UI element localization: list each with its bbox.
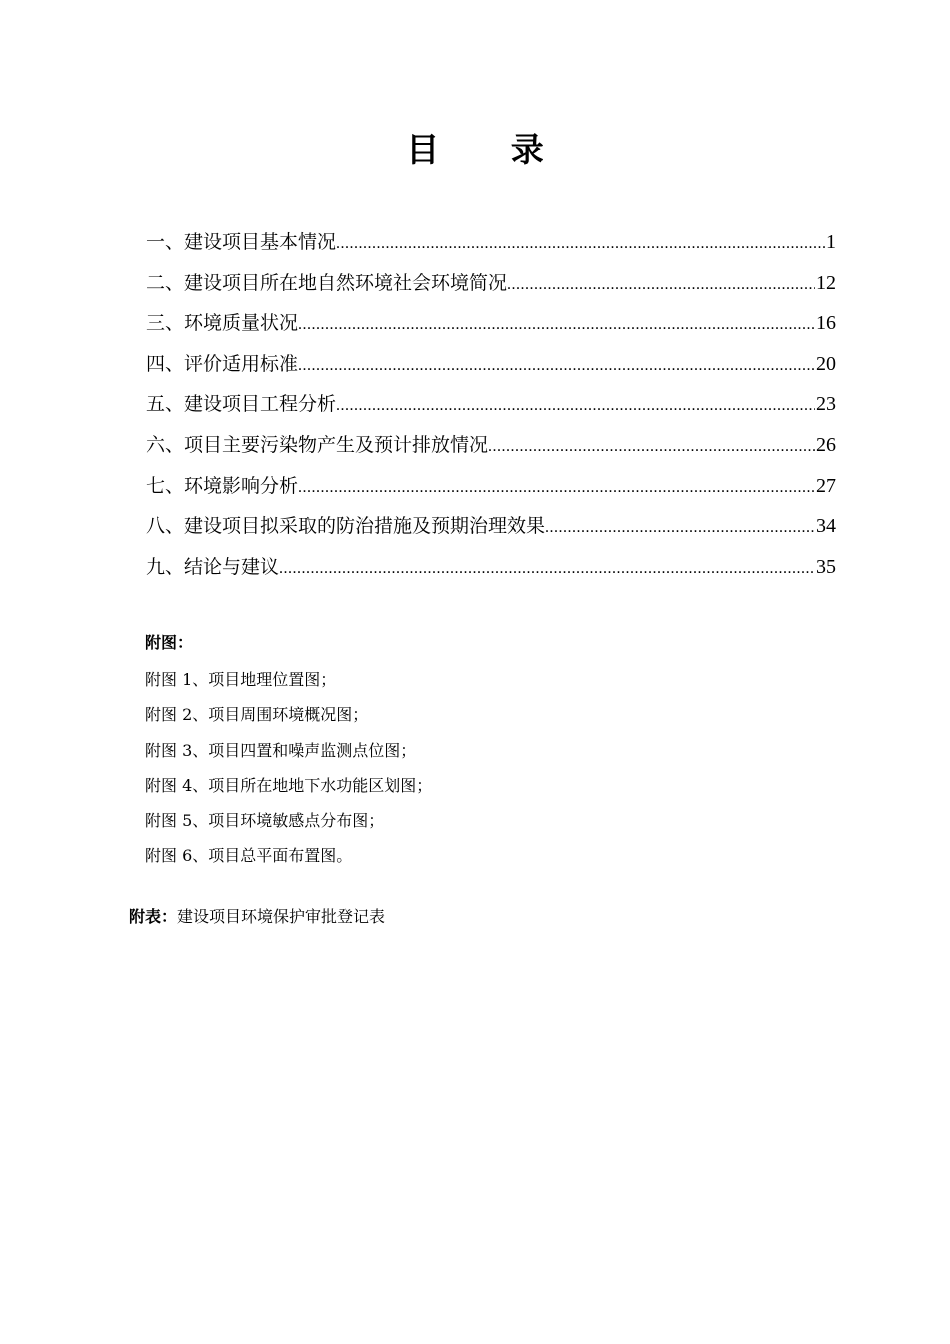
- toc-entry-8[interactable]: [146, 506, 836, 547]
- toc-dot-leader: [298, 305, 815, 345]
- toc-entry-5[interactable]: [146, 384, 836, 425]
- toc-dot-leader: [336, 224, 825, 264]
- toc-entry-label: 三、环境质量状况: [146, 312, 299, 335]
- toc-entry-label: 四、评价适用标准: [146, 352, 299, 375]
- toc-page-number: 20: [816, 352, 836, 375]
- toc-entry-label: 七、环境影响分析: [146, 474, 299, 497]
- page-title: 目 录: [406, 130, 574, 169]
- toc-entry-1[interactable]: [146, 222, 836, 263]
- toc-entry-4[interactable]: [146, 344, 836, 385]
- toc-page-number: 23: [816, 393, 836, 416]
- toc-entry-7[interactable]: [146, 466, 836, 507]
- toc-entry-3[interactable]: [146, 303, 836, 344]
- figure-item-1: 附图 1、项目地理位置图；: [145, 670, 337, 689]
- toc-entry-label: 六、项目主要污染物产生及预计排放情况: [146, 433, 489, 456]
- figure-item-2: 附图 2、项目周围环境概况图；: [145, 705, 369, 725]
- figure-item-5: 附图 5、项目环境敏感点分布图；: [145, 811, 385, 831]
- toc-entry-2[interactable]: [146, 263, 836, 304]
- toc-page-number: 1: [826, 231, 836, 253]
- figures-list: [145, 662, 745, 874]
- toc-dot-leader: [488, 427, 815, 467]
- toc-page-number: 27: [816, 474, 836, 497]
- figures-section: [145, 628, 745, 874]
- toc-entry-label: 一、建设项目基本情况: [146, 231, 337, 253]
- toc-entry-6[interactable]: [146, 425, 836, 466]
- toc-page-number: 12: [816, 271, 836, 294]
- toc-entry-9[interactable]: [146, 547, 836, 588]
- appendix-text: 建设项目环境保护审批登记表: [177, 907, 386, 926]
- figure-item-3: 附图 3、项目四置和噪声监测点位图；: [145, 740, 417, 760]
- toc-entry-label: 二、建设项目所在地自然环境社会环境简况: [146, 271, 508, 294]
- appendix-label: 附表：: [129, 907, 178, 926]
- toc-dot-leader: [545, 508, 815, 548]
- toc-page-number: 16: [816, 312, 836, 335]
- toc-page-number: 35: [816, 555, 836, 578]
- toc-dot-leader: [279, 549, 815, 589]
- toc-dot-leader: [298, 468, 815, 508]
- table-of-contents: [146, 222, 836, 587]
- toc-dot-leader: [298, 346, 815, 386]
- toc-entry-label: 九、结论与建议: [146, 555, 280, 578]
- toc-dot-leader: [507, 265, 815, 305]
- toc-entry-label: 五、建设项目工程分析: [146, 393, 337, 416]
- toc-dot-leader: [336, 386, 815, 426]
- figure-item-6: 附图 6、项目总平面布置图。: [145, 846, 353, 866]
- toc-page-number: 26: [816, 433, 836, 456]
- toc-page-number: 34: [816, 515, 836, 538]
- appendix-line: [129, 902, 385, 932]
- toc-entry-label: 八、建设项目拟采取的防治措施及预期治理效果: [146, 515, 546, 538]
- figure-item-4: 附图 4、项目所在地地下水功能区划图；: [145, 775, 433, 795]
- figures-heading: 附图：: [145, 633, 194, 652]
